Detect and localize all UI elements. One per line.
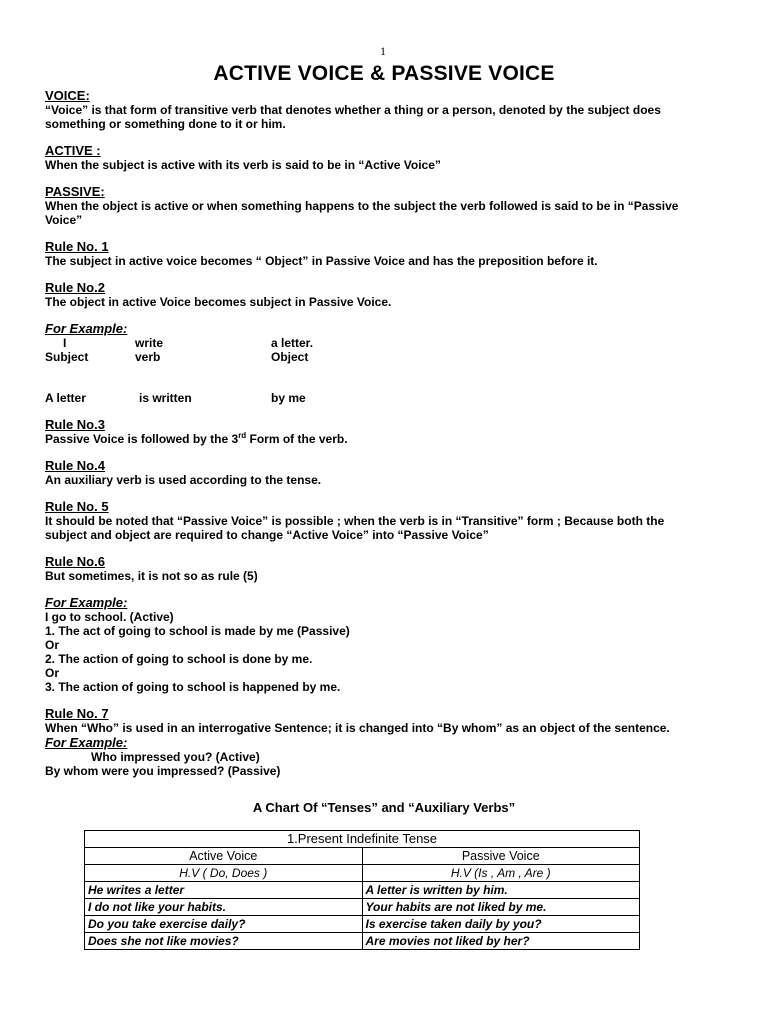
passive-heading: PASSIVE: xyxy=(45,184,105,199)
example-subject-label: Subject xyxy=(45,350,89,364)
voice-text-2: something or something done to it or him. xyxy=(45,117,286,131)
rule-5-heading: Rule No. 5 xyxy=(45,499,109,514)
page-title: ACTIVE VOICE & PASSIVE VOICE xyxy=(213,62,555,85)
example-passive-object: by me xyxy=(271,391,306,405)
rule-2-text: The object in active Voice becomes subject in Passive Voice. xyxy=(45,295,392,309)
hv-passive: H.V (Is , Am , Are ) xyxy=(362,865,640,882)
example-row-2 xyxy=(45,350,725,364)
example-2-line-3: Or xyxy=(45,638,60,652)
rule-3-text-b: Form of the verb. xyxy=(246,432,348,446)
passive-cell: A letter is written by him. xyxy=(362,882,640,899)
passive-text-1: When the object is active or when something happens to the subject the verb followed is said to be in “Passive xyxy=(45,199,679,213)
table-title-row xyxy=(85,831,640,848)
chart-title: A Chart Of “Tenses” and “Auxiliary Verbs” xyxy=(252,800,516,815)
table-title: 1.Present Indefinite Tense xyxy=(85,831,640,848)
example-verb-word: write xyxy=(135,336,164,350)
example-object-label: Object xyxy=(271,350,309,364)
header-passive-voice: Passive Voice xyxy=(362,848,640,865)
rule-3-heading: Rule No.3 xyxy=(45,417,105,432)
rule-2-heading: Rule No.2 xyxy=(45,280,105,295)
rule-1-heading: Rule No. 1 xyxy=(45,239,109,254)
rule-3-text xyxy=(45,432,725,446)
page-number: 1 xyxy=(380,44,386,58)
table-row xyxy=(85,916,640,933)
rule-5-text-1: It should be noted that “Passive Voice” is possible ; when the verb is in “Transitive” form ; Because both the xyxy=(45,514,665,528)
table-row xyxy=(85,882,640,899)
rule-6-text: But sometimes, it is not so as rule (5) xyxy=(45,569,258,583)
rule-7-heading: Rule No. 7 xyxy=(45,706,109,721)
example-passive-verb: is written xyxy=(139,391,192,405)
rule-7-text: When “Who” is used in an interrogative Sentence; it is changed into “By whom” as an object of the sentence. xyxy=(45,721,670,735)
table-hv-row xyxy=(85,865,640,882)
table-row xyxy=(85,933,640,950)
passive-cell: Your habits are not liked by me. xyxy=(362,899,640,916)
example-row-1 xyxy=(45,336,725,350)
tense-table xyxy=(84,830,640,950)
rule-1-text: The subject in active voice becomes “ Object” in Passive Voice and has the preposition before it. xyxy=(45,254,598,268)
hv-active: H.V ( Do, Does ) xyxy=(85,865,363,882)
table-row xyxy=(85,899,640,916)
active-cell: He writes a letter xyxy=(85,882,363,899)
example-2-line-1: I go to school. (Active) xyxy=(45,610,174,624)
example-2-line-2: 1. The act of going to school is made by me (Passive) xyxy=(45,624,350,638)
example-verb-label: verb xyxy=(135,350,161,364)
example-3-passive: By whom were you impressed? (Passive) xyxy=(45,764,281,778)
active-cell: Does she not like movies? xyxy=(85,933,363,950)
passive-text-2: Voice” xyxy=(45,213,83,227)
example-row-3 xyxy=(45,391,725,405)
passive-cell: Are movies not liked by her? xyxy=(362,933,640,950)
active-text: When the subject is active with its verb is said to be in “Active Voice” xyxy=(45,158,441,172)
example-2-line-4: 2. The action of going to school is done by me. xyxy=(45,652,313,666)
rule-4-heading: Rule No.4 xyxy=(45,458,105,473)
rule-6-heading: Rule No.6 xyxy=(45,554,105,569)
passive-cell: Is exercise taken daily by you? xyxy=(362,916,640,933)
active-cell: I do not like your habits. xyxy=(85,899,363,916)
header-active-voice: Active Voice xyxy=(85,848,363,865)
example-object-word: a letter. xyxy=(271,336,314,350)
example-heading-1: For Example: xyxy=(45,321,128,336)
active-cell: Do you take exercise daily? xyxy=(85,916,363,933)
example-heading-2: For Example: xyxy=(45,595,128,610)
rule-3-text-a: Passive Voice is followed by the 3 xyxy=(45,432,239,446)
example-subject-word: I xyxy=(63,336,67,350)
example-heading-3: For Example: xyxy=(45,735,128,750)
rule-4-text: An auxiliary verb is used according to the tense. xyxy=(45,473,322,487)
example-passive-subject: A letter xyxy=(45,391,86,405)
document-body xyxy=(45,88,725,778)
table-header-row xyxy=(85,848,640,865)
active-heading: ACTIVE : xyxy=(45,143,101,158)
example-2-line-6: 3. The action of going to school is happened by me. xyxy=(45,680,341,694)
voice-heading: VOICE: xyxy=(45,88,90,103)
rule-5-text-2: subject and object are required to change “Active Voice” into “Passive Voice” xyxy=(45,528,489,542)
example-3-active: Who impressed you? (Active) xyxy=(91,750,260,764)
example-2-line-5: Or xyxy=(45,666,60,680)
rule-3-superscript: rd xyxy=(238,431,247,440)
voice-text-1: “Voice” is that form of transitive verb that denotes whether a thing or a person, denoted by the subject does xyxy=(45,103,661,117)
